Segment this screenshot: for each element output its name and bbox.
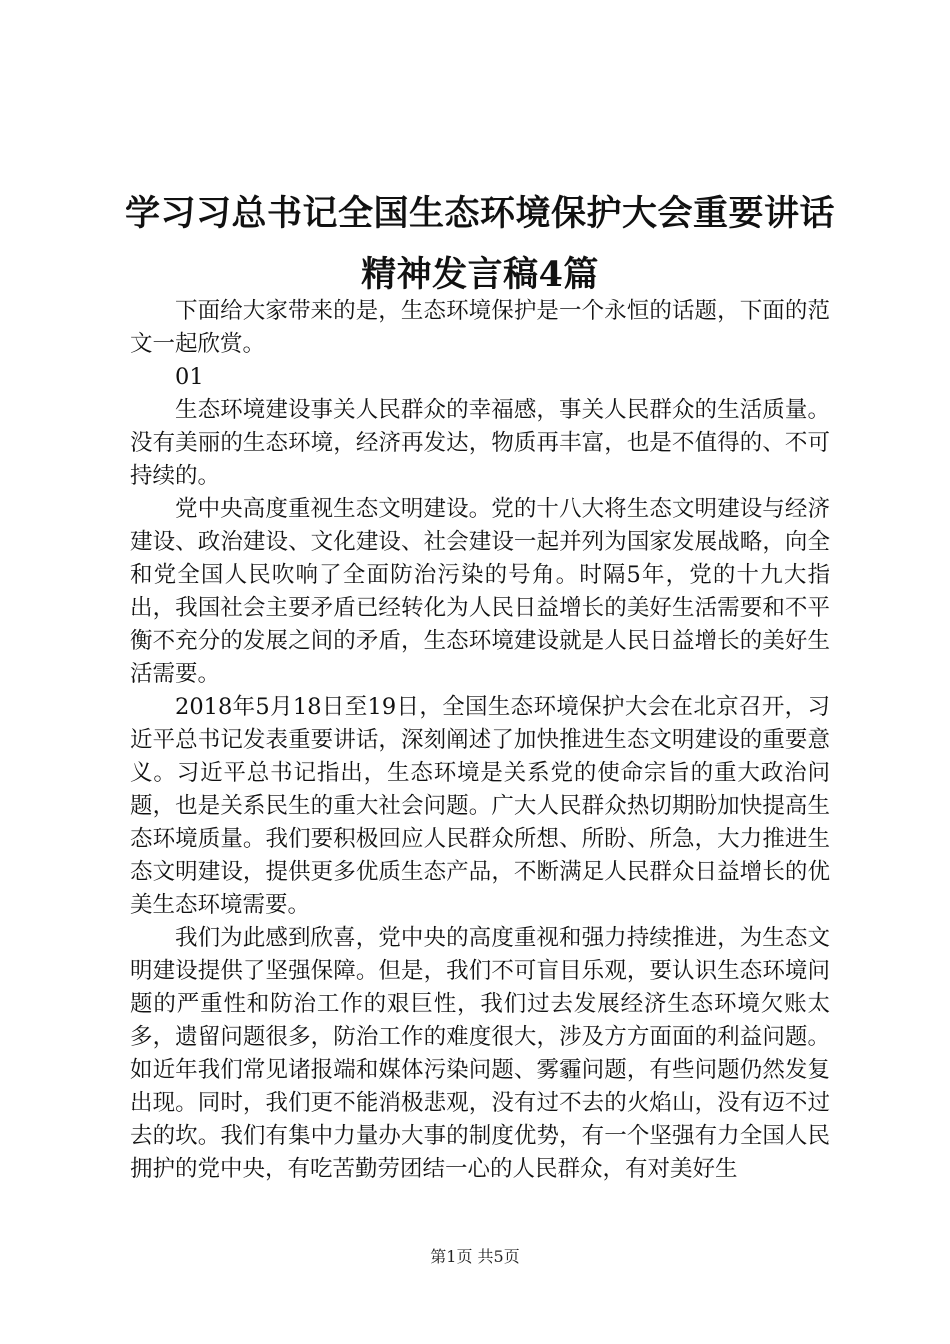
paragraph: 生态环境建设事关人民群众的幸福感，事关人民群众的生活质量。没有美丽的生态环境，经济再发达，物质再丰富，也是不值得的、不可持续的。 — [130, 397, 830, 489]
paragraph: 我们为此感到欣喜，党中央的高度重视和强力持续推进，为生态文明建设提供了坚强保障。但是，我们不可盲目乐观，要认识生态环境问题的严重性和防治工作的艰巨性，我们过去发展经济生态环境欠账太多，遗留问题很多，防治工作的难度很大，涉及方方面面的利益问题。如近年我们常见诸报端和媒体污染问题、雾霾问题，有些问题仍然发复出现。同时，我们更不能消极悲观，没有过不去的火焰山，没有迈不过去的坎。我们有集中力量办大事的制度优势，有一个坚强有力全国人民拥护的党中央，有吃苦勤劳团结一心的人民群众，有对美好生 — [130, 925, 830, 1182]
paragraph-intro: 下面给大家带来的是，生态环境保护是一个永恒的话题，下面的范文一起欣赏。 — [130, 298, 830, 357]
document-body — [130, 295, 830, 1186]
document-title-line-1: 学习习总书记全国生态环境保护大会重要讲话 — [124, 193, 835, 234]
section-number: 01 — [175, 364, 204, 390]
page-number-footer: 第1页 共5页 — [430, 1247, 520, 1266]
document-title-line-2: 精神发言稿4篇 — [361, 254, 599, 295]
paragraph: 2018年5月18日至19日，全国生态环境保护大会在北京召开，习近平总书记发表重要讲话，深刻阐述了加快推进生态文明建设的重要意义。习近平总书记指出，生态环境是关系党的使命宗旨的重大政治问题，也是关系民生的重大社会问题。广大人民群众热切期盼加快提高生态环境质量。我们要积极回应人民群众所想、所盼、所急，大力推进生态文明建设，提供更多优质生态产品，不断满足人民群众日益增长的优美生态环境需要。 — [130, 694, 830, 918]
paragraph: 党中央高度重视生态文明建设。党的十八大将生态文明建设与经济建设、政治建设、文化建设、社会建设一起并列为国家发展战略，向全和党全国人民吹响了全面防治污染的号角。时隔5年，党的十九大指出，我国社会主要矛盾已经转化为人民日益增长的美好生活需要和不平衡不充分的发展之间的矛盾，生态环境建设就是人民日益增长的美好生活需要。 — [130, 496, 830, 687]
